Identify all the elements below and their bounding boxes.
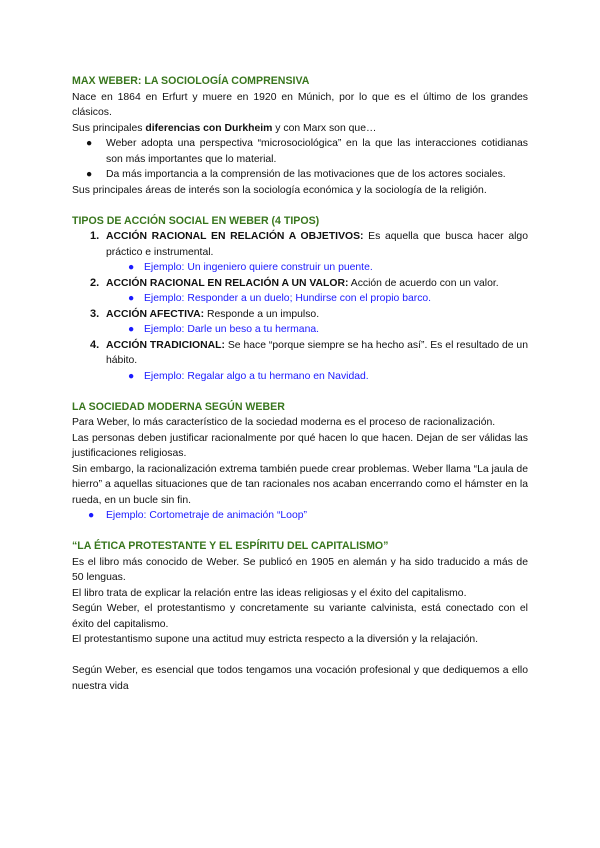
example-item: ● Ejemplo: Darle un beso a tu hermana. [72,322,528,338]
bullet-icon: ● [86,138,93,149]
paragraph: El libro trata de explicar la relación entre las ideas religiosas y el éxito del capitalismo. [72,587,467,599]
example-item: ● Ejemplo: Cortometraje de animación “Loop” [72,508,528,524]
section-heading-modern-society: LA SOCIEDAD MODERNA SEGÚN WEBER [72,400,285,413]
example-item: ● Ejemplo: Un ingeniero quiere construir un puente. [72,260,528,276]
paragraph: Es el libro más conocido de Weber. Se publicó en 1905 en alemán y ha sido traducido a más de 50 lenguas. [72,556,528,583]
example-item: ● Ejemplo: Responder a un duelo; Hundirse con el propio barco. [72,291,528,307]
list-item: ● Weber adopta una perspectiva “microsociológica” en la que las interacciones cotidianas son más importantes que lo material. [86,138,528,165]
bullet-icon: ● [128,324,135,335]
section-heading-protestant-ethic: “LA ÉTICA PROTESTANTE Y EL ESPÍRITU DEL CAPITALISMO” [72,540,389,552]
paragraph: El protestantismo supone una actitud muy estricta respecto a la diversión y la relajación. [72,634,479,645]
paragraph: Sus principales diferencias con Durkheim y con Marx son que… [72,122,377,134]
list-item: 3. ACCIÓN AFECTIVA: Responde a un impulso. [90,307,320,320]
list-item: ● Da más importancia a la comprensión de las motivaciones que de los actores sociales. [72,167,528,183]
paragraph: Sus principales áreas de interés son la sociología económica y la sociología de la religión. [72,184,487,196]
numbered-list [72,229,528,260]
section-heading-action-types: TIPOS DE ACCIÓN SOCIAL EN WEBER (4 TIPOS) [72,214,320,227]
example-item: ● Ejemplo: Regalar algo a tu hermano en Navidad. [72,369,528,385]
bullet-icon: ● [86,169,93,180]
paragraph: Sin embargo, la racionalización extrema también puede crear problemas. Weber llama “La jaula de hierro” a aquellas situaciones que de tan racionales nos acaban encerrando como el hámster en la rueda, en un bucle sin fin. [72,463,528,506]
paragraph: Nace en 1864 en Erfurt y muere en 1920 en Múnich, por lo que es el último de los grandes clásicos. [72,91,528,118]
list-item: 2. ACCIÓN RACIONAL EN RELACIÓN A UN VALOR: Acción de acuerdo con un valor. [90,276,499,289]
paragraph: Según Weber, el protestantismo y concretamente su variante calvinista, está conectado con el éxito del capitalismo. [72,603,528,630]
paragraph: Para Weber, lo más característico de la sociedad moderna es el proceso de racionalización. [72,417,496,428]
paragraph: Las personas deben justificar racionalmente por qué hacen lo que hacen. Dejan de ser válidas las justificaciones religiosas. [72,432,528,459]
bullet-icon: ● [128,262,135,273]
paragraph: Según Weber, es esencial que todos tengamos una vocación profesional y que dediquemos a ello nuestra vida [72,665,528,692]
bullet-list [72,136,528,183]
section-heading-weber: MAX WEBER: LA SOCIOLOGÍA COMPRENSIVA [72,75,310,87]
bullet-icon: ● [88,510,95,521]
list-item: 4. ACCIÓN TRADICIONAL: Se hace “porque siempre se ha hecho así”. Es el resultado de un hábito. [90,338,528,366]
bullet-icon: ● [128,370,135,382]
list-item: 1. ACCIÓN RACIONAL EN RELACIÓN A OBJETIVOS: Es aquella que busca hacer algo práctico e instrumental. [90,230,528,258]
bullet-icon: ● [128,293,135,304]
